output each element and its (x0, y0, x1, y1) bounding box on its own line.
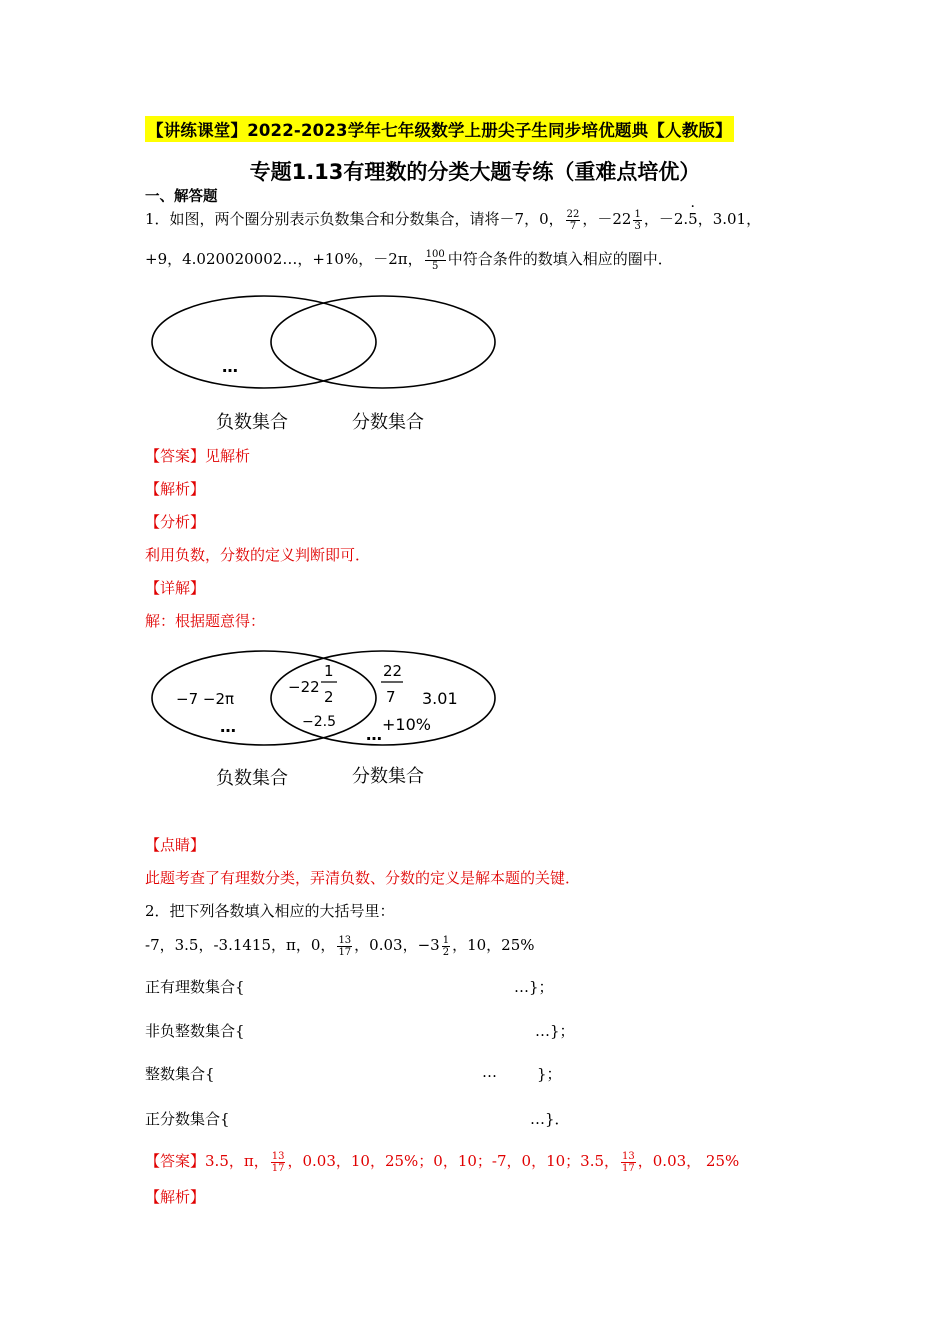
venn-diagram-empty (140, 290, 510, 440)
frac-num: 22 (566, 208, 580, 220)
q2-numbers (145, 934, 535, 958)
answer-text: ，0.03，10，25%；0，10；-7，0，10；3.5， (287, 1152, 620, 1170)
venn-right-percent: +10% (382, 715, 431, 734)
frac-den: 2 (442, 946, 450, 958)
venn-left-dots: … (220, 717, 236, 736)
q1-line2 (145, 248, 673, 272)
q2-text: ，0.03， (354, 936, 418, 954)
venn-right-den: 7 (386, 688, 396, 706)
frac-den: 17 (338, 946, 352, 958)
frac-num: 100 (425, 248, 445, 260)
solution-intro: 解：根据题意得： (145, 612, 266, 630)
venn-right-num: 22 (383, 662, 403, 680)
q2-intro: 2．把下列各数填入相应的大括号里： (145, 902, 395, 920)
q1-text: 中符合条件的数填入相应的圈中． (447, 250, 673, 268)
venn-diagram-filled (140, 644, 510, 794)
venn-mid-den: 2 (324, 688, 334, 706)
venn-left-items: −7 −2π (176, 690, 235, 708)
venn-mid-whole: −22 (288, 678, 320, 696)
negative-set-circle (152, 296, 376, 388)
set-positive-rational-end: …}； (514, 978, 554, 996)
fraction-1-2 (442, 935, 450, 958)
answer-text: 见解析 (205, 447, 251, 465)
q2-jiexi-tag: 【解析】 (145, 1188, 206, 1206)
set-integer-end: }； (537, 1065, 562, 1083)
venn-dots: … (222, 357, 238, 376)
q1-intro: 1．如图，两个圈分别表示负数集合和分数集合，请将－7，0， (145, 210, 564, 228)
set-positive-fraction-label: 正分数集合{ (145, 1110, 230, 1128)
fenxi-tag: 【分析】 (145, 513, 206, 531)
answer-text: ，0.03， 25% (637, 1152, 740, 1170)
q2-text: -7，3.5，-3.1415，π，0， (145, 936, 336, 954)
frac-den: 3 (634, 220, 641, 232)
frac-num: 1 (634, 208, 641, 220)
q2-text: ，10，25% (452, 936, 535, 954)
venn-label-fraction: 分数集合 (352, 766, 424, 787)
q1-text: ，－22 (582, 210, 632, 228)
set-nonneg-int-label: 非负整数集合{ (145, 1022, 245, 1040)
frac-den: 17 (622, 1162, 635, 1174)
q1-text: +9，4.020020002…，+10%，－2π， (145, 250, 423, 268)
set-integer-label: 整数集合{ (145, 1065, 215, 1083)
frac-num: 13 (338, 934, 352, 946)
dianjing-text: 此题考查了有理数分类，弄清负数、分数的定义是解本题的关键． (145, 869, 581, 887)
frac-den: 7 (569, 220, 577, 232)
q1-answer (145, 445, 250, 466)
frac-num: 1 (442, 934, 450, 946)
fenxi-text: 利用负数，分数的定义判断即可． (145, 546, 371, 564)
fraction-set-circle (271, 296, 495, 388)
fraction-100-5 (425, 249, 446, 272)
fraction-13-17 (621, 1151, 636, 1174)
answer-text: 3.5，π， (205, 1152, 269, 1170)
frac-den: 17 (271, 1162, 285, 1174)
set-integer-dots: … (482, 1063, 497, 1081)
answer-tag: 【答案】 (145, 447, 206, 465)
xiangjie-tag: 【详解】 (145, 579, 206, 597)
venn-label-negative: 负数集合 (216, 412, 288, 433)
fraction-22-7 (566, 209, 581, 232)
fraction-13-17 (337, 935, 352, 958)
frac-num: 13 (622, 1150, 635, 1162)
set-positive-fraction-end: …}． (530, 1110, 570, 1128)
set-positive-rational-label: 正有理数集合{ (145, 978, 245, 996)
repeating-digit: 5 · (688, 210, 698, 228)
q2-answer (145, 1150, 739, 1174)
q1-text: ，3.01， (697, 210, 762, 228)
venn-mid-decimal: −2.5 (302, 714, 336, 730)
venn-label-fraction: 分数集合 (352, 412, 424, 433)
set-nonneg-int-end: …}； (535, 1022, 575, 1040)
header-banner: 【讲练课堂】2022-2023学年七年级数学上册尖子生同步培优题典【人教版】 (145, 116, 734, 142)
jiexi-tag: 【解析】 (145, 480, 206, 498)
q1-line1 (145, 208, 761, 232)
page-title: 专题1.13有理数的分类大题专练（重难点培优） (249, 160, 701, 184)
frac-num: 13 (271, 1150, 285, 1162)
fraction-13-17 (271, 1151, 286, 1174)
venn-label-negative: 负数集合 (216, 768, 288, 789)
section-heading: 一、解答题 (145, 189, 218, 205)
venn-right-dots: … (366, 725, 382, 744)
answer-tag: 【答案】 (145, 1152, 206, 1170)
mixed-fraction (633, 209, 641, 232)
dianjing-tag: 【点睛】 (145, 836, 206, 854)
q2-text: −3 (417, 936, 440, 954)
venn-mid-num: 1 (324, 662, 334, 680)
q1-text: ，－2. (643, 210, 689, 228)
frac-den: 5 (432, 260, 439, 272)
venn-right-value: 3.01 (422, 689, 458, 708)
